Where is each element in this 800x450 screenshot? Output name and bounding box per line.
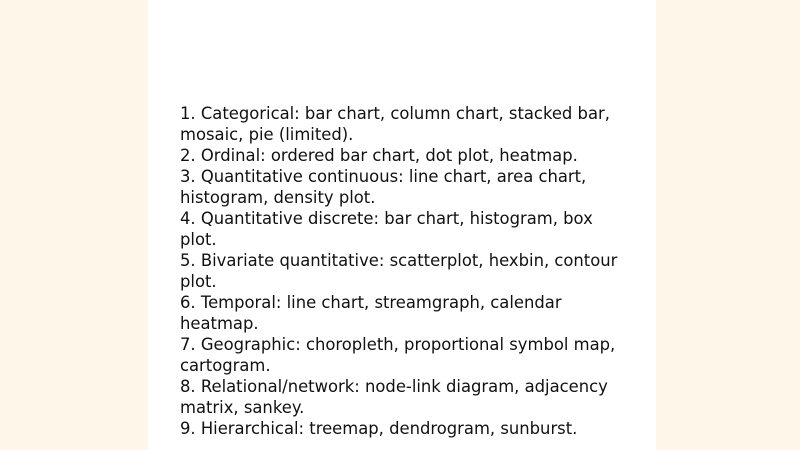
list-item: 1. Categorical: bar chart, column chart, stacked bar, mosaic, pie (limited). xyxy=(180,104,610,144)
list-item: 3. Quantitative continuous: line chart, area chart, histogram, density plot. xyxy=(180,167,587,207)
list-item: 4. Quantitative discrete: bar chart, histogram, box plot. xyxy=(180,209,593,249)
list-item: 2. Ordinal: ordered bar chart, dot plot, heatmap. xyxy=(180,146,578,165)
list-item: 6. Temporal: line chart, streamgraph, calendar heatmap. xyxy=(180,293,562,333)
list-item: 7. Geographic: choropleth, proportional symbol map, cartogram. xyxy=(180,335,616,375)
chart-type-list xyxy=(180,103,620,439)
list-item: 5. Bivariate quantitative: scatterplot, hexbin, contour plot. xyxy=(180,251,618,291)
list-item: 9. Hierarchical: treemap, dendrogram, sunburst. xyxy=(180,419,578,438)
list-item: 8. Relational/network: node-link diagram, adjacency matrix, sankey. xyxy=(180,377,608,417)
